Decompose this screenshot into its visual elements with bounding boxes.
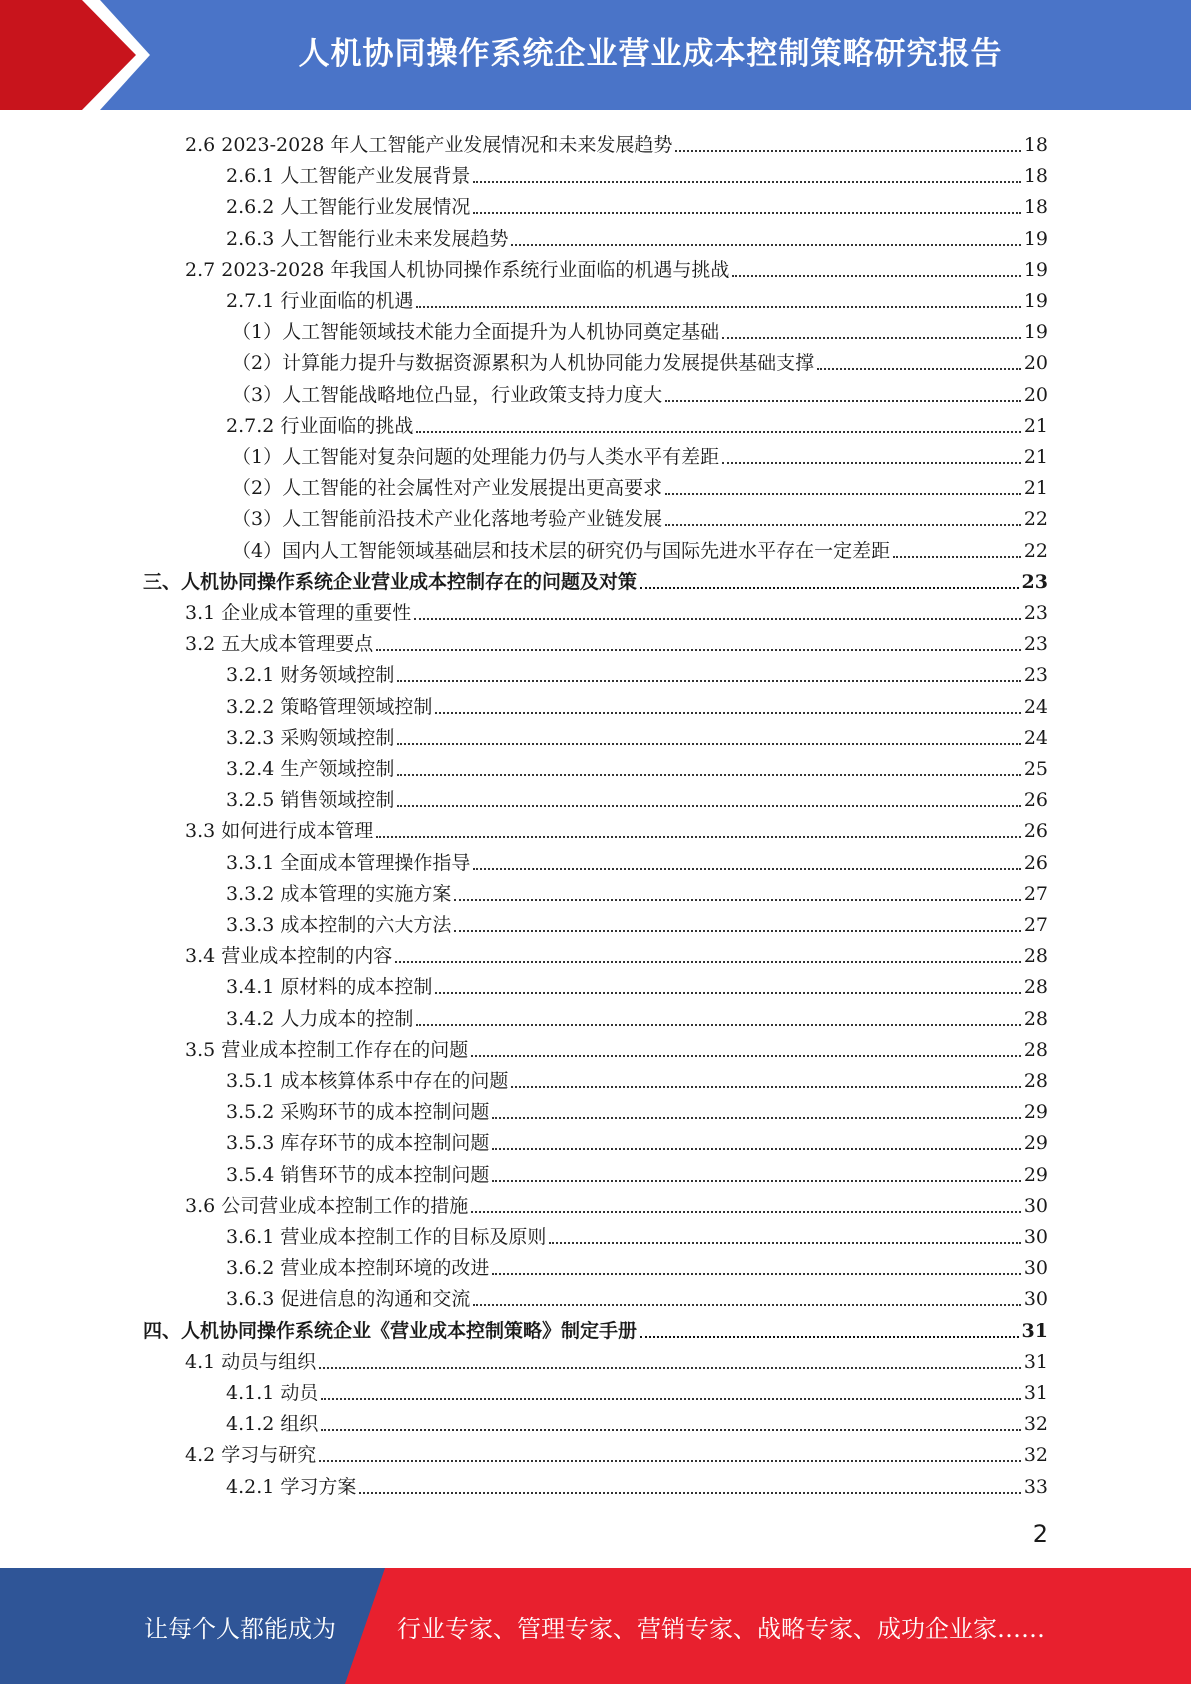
toc-dot-leader — [893, 556, 1021, 558]
toc-entry-page: 28 — [1023, 1007, 1048, 1030]
toc-entry[interactable] — [185, 1436, 1048, 1467]
toc-dot-leader — [416, 1024, 1020, 1026]
toc-entry-page: 29 — [1023, 1132, 1048, 1155]
toc-entry-page: 19 — [1023, 290, 1048, 312]
toc-entry-page: 22 — [1023, 508, 1048, 531]
toc-entry[interactable] — [232, 532, 1048, 563]
toc-entry[interactable] — [226, 1280, 1048, 1311]
toc-entry[interactable] — [185, 126, 1048, 157]
header-red-arrow-icon — [0, 0, 140, 110]
toc-dot-leader — [640, 587, 1019, 589]
toc-dot-leader — [395, 961, 1021, 963]
toc-dot-leader — [454, 930, 1020, 932]
toc-entry[interactable] — [232, 344, 1048, 375]
toc-entry-title: （3）人工智能战略地位凸显，行业政策支持力度大 — [232, 383, 663, 406]
toc-dot-leader — [492, 1117, 1020, 1119]
toc-entry[interactable] — [185, 594, 1048, 625]
toc-entry-page: 20 — [1023, 383, 1048, 406]
toc-entry-title: 4.2.1 学习方案 — [226, 1475, 357, 1498]
footer-slogan-right: 行业专家、管理专家、营销专家、战略专家、成功企业家…… — [397, 1614, 1045, 1643]
toc-dot-leader — [640, 1336, 1019, 1338]
toc-entry[interactable] — [226, 875, 1048, 906]
toc-entry-title: 3.3.3 成本控制的六大方法 — [226, 914, 452, 936]
toc-entry-page: 18 — [1023, 165, 1048, 188]
toc-dot-leader — [722, 462, 1021, 464]
toc-entry[interactable] — [185, 1031, 1048, 1062]
toc-entry-page: 31 — [1023, 1350, 1048, 1373]
toc-entry-title: 3.3.2 成本管理的实施方案 — [226, 882, 452, 905]
toc-dot-leader — [435, 712, 1020, 714]
toc-dot-leader — [549, 1242, 1020, 1244]
toc-entry-title: 3.2.5 销售领域控制 — [226, 789, 395, 812]
toc-entry[interactable] — [226, 781, 1048, 812]
toc-entry[interactable] — [185, 251, 1048, 282]
toc-entry-page: 27 — [1023, 914, 1048, 936]
toc-entry[interactable] — [226, 968, 1048, 999]
toc-dot-leader — [471, 1055, 1021, 1057]
toc-entry-page: 29 — [1023, 1101, 1048, 1124]
toc-dot-leader — [665, 493, 1021, 495]
toc-dot-leader — [454, 899, 1020, 901]
toc-entry[interactable] — [185, 1187, 1048, 1218]
toc-entry[interactable] — [226, 1156, 1048, 1187]
toc-entry-title: 3.3.1 全面成本管理操作指导 — [226, 851, 471, 874]
toc-dot-leader — [397, 743, 1020, 745]
toc-entry[interactable] — [232, 376, 1048, 407]
toc-entry-page: 31 — [1023, 1382, 1048, 1404]
page-number: 2 — [1032, 1520, 1048, 1548]
toc-entry[interactable] — [226, 1249, 1048, 1280]
toc-dot-leader — [376, 836, 1021, 838]
page-footer — [0, 1568, 1191, 1684]
toc-entry-page: 26 — [1023, 820, 1048, 843]
toc-entry-page: 21 — [1023, 477, 1048, 500]
toc-entry-title: 3.5 营业成本控制工作存在的问题 — [185, 1038, 469, 1061]
toc-entry-page: 32 — [1023, 1444, 1048, 1467]
toc-entry-title: 3.4 营业成本控制的内容 — [185, 945, 393, 968]
toc-entry-page: 25 — [1023, 758, 1048, 780]
toc-entry[interactable] — [185, 937, 1048, 968]
toc-entry-title: 3.6.1 营业成本控制工作的目标及原则 — [226, 1226, 547, 1248]
toc-entry-title: （1）人工智能对复杂问题的处理能力仍与人类水平有差距 — [232, 446, 720, 468]
toc-dot-leader — [359, 1492, 1020, 1494]
toc-dot-leader — [319, 1367, 1021, 1369]
toc-entry-page: 21 — [1023, 446, 1048, 468]
toc-dot-leader — [665, 400, 1021, 402]
toc-entry[interactable] — [226, 1093, 1048, 1124]
toc-entry[interactable] — [232, 469, 1048, 500]
toc-entry[interactable] — [226, 188, 1048, 219]
toc-dot-leader — [511, 244, 1020, 246]
toc-entry-page: 21 — [1023, 414, 1048, 437]
toc-entry-title: 3.6 公司营业成本控制工作的措施 — [185, 1194, 469, 1217]
toc-dot-leader — [473, 181, 1020, 183]
toc-entry-page: 30 — [1023, 1257, 1048, 1280]
toc-entry-title: 2.6.2 人工智能行业发展情况 — [226, 196, 471, 219]
toc-entry-page: 23 — [1021, 570, 1048, 593]
toc-entry-title: 2.6.1 人工智能产业发展背景 — [226, 165, 471, 188]
toc-entry-title: 2.7.2 行业面临的挑战 — [226, 414, 414, 437]
toc-dot-leader — [473, 868, 1020, 870]
toc-dot-leader — [416, 306, 1020, 308]
toc-entry-title: 2.7.1 行业面临的机遇 — [226, 290, 414, 312]
toc-entry-page: 19 — [1023, 227, 1048, 250]
toc-dot-leader — [492, 1148, 1020, 1150]
toc-entry-title: 2.6.3 人工智能行业未来发展趋势 — [226, 227, 509, 250]
toc-dot-leader — [397, 680, 1020, 682]
toc-entry-page: 24 — [1023, 726, 1048, 749]
toc-entry-title: （3）人工智能前沿技术产业化落地考验产业链发展 — [232, 508, 663, 531]
toc-entry-page: 23 — [1023, 633, 1048, 656]
toc-entry-title: 3.5.2 采购环节的成本控制问题 — [226, 1101, 490, 1124]
toc-entry[interactable] — [226, 157, 1048, 188]
toc-entry-title: 4.1 动员与组织 — [185, 1350, 317, 1373]
toc-entry-page: 19 — [1023, 258, 1048, 281]
toc-dot-leader — [817, 368, 1021, 370]
toc-entry-title: 3.2.1 财务领域控制 — [226, 664, 395, 687]
toc-entry-page: 26 — [1023, 851, 1048, 874]
toc-entry-page: 29 — [1023, 1163, 1048, 1186]
toc-dot-leader — [511, 1086, 1020, 1088]
toc-entry[interactable] — [226, 220, 1048, 251]
toc-entry[interactable] — [226, 719, 1048, 750]
toc-entry[interactable] — [232, 500, 1048, 531]
toc-entry-page: 27 — [1023, 882, 1048, 905]
toc-entry[interactable] — [232, 313, 1048, 344]
toc-entry[interactable] — [226, 688, 1048, 719]
toc-dot-leader — [319, 1460, 1021, 1462]
toc-entry-page: 28 — [1023, 945, 1048, 968]
toc-entry[interactable] — [143, 1312, 1048, 1343]
toc-entry[interactable] — [226, 656, 1048, 687]
toc-entry-title: 3.2.2 策略管理领域控制 — [226, 695, 433, 718]
toc-entry[interactable] — [226, 750, 1048, 781]
toc-dot-leader — [722, 337, 1021, 339]
toc-entry-page: 30 — [1023, 1226, 1048, 1248]
toc-dot-leader — [473, 212, 1020, 214]
toc-entry-page: 30 — [1023, 1288, 1048, 1311]
toc-entry[interactable] — [226, 906, 1048, 937]
toc-entry-title: 3.6.2 营业成本控制环境的改进 — [226, 1257, 490, 1280]
toc-entry-page: 23 — [1023, 664, 1048, 687]
toc-entry-title: 3.2.4 生产领域控制 — [226, 758, 395, 780]
page-header — [0, 0, 1191, 110]
toc-entry[interactable] — [226, 1405, 1048, 1436]
toc-entry-title: 3.1 企业成本管理的重要性 — [185, 602, 412, 624]
toc-entry-title: （4）国内人工智能领域基础层和技术层的研究仍与国际先进水平存在一定差距 — [232, 539, 891, 562]
toc-entry-title: 3.5.3 库存环节的成本控制问题 — [226, 1132, 490, 1155]
toc-dot-leader — [732, 275, 1020, 277]
toc-dot-leader — [376, 649, 1021, 651]
toc-entry-page: 28 — [1023, 1038, 1048, 1061]
toc-entry-page: 32 — [1023, 1413, 1048, 1436]
toc-entry-title: 4.1.1 动员 — [226, 1382, 319, 1404]
toc-entry-page: 24 — [1023, 695, 1048, 718]
toc-dot-leader — [492, 1180, 1020, 1182]
toc-entry-title: （2）计算能力提升与数据资源累积为人机协同能力发展提供基础支撑 — [232, 352, 815, 375]
toc-dot-leader — [665, 524, 1021, 526]
toc-entry-page: 28 — [1023, 976, 1048, 999]
toc-entry-title: 4.1.2 组织 — [226, 1413, 319, 1436]
toc-entry-title: 3.5.1 成本核算体系中存在的问题 — [226, 1070, 509, 1092]
toc-entry-title: 3.6.3 促进信息的沟通和交流 — [226, 1288, 471, 1311]
toc-entry-page: 19 — [1023, 321, 1048, 344]
toc-entry[interactable] — [226, 1218, 1048, 1249]
footer-slogan-left: 让每个人都能成为 — [144, 1614, 336, 1643]
toc-entry[interactable] — [232, 438, 1048, 469]
toc-entry[interactable] — [226, 1062, 1048, 1093]
toc-entry-page: 18 — [1023, 196, 1048, 219]
toc-dot-leader — [675, 150, 1020, 152]
toc-entry-page: 30 — [1023, 1194, 1048, 1217]
toc-dot-leader — [473, 1304, 1020, 1306]
toc-entry[interactable] — [185, 1343, 1048, 1374]
document-title: 人机协同操作系统企业营业成本控制策略研究报告 — [298, 35, 1003, 72]
toc-dot-leader — [321, 1429, 1020, 1431]
toc-entry[interactable] — [226, 407, 1048, 438]
toc-entry[interactable] — [226, 1468, 1048, 1499]
toc-entry[interactable] — [143, 563, 1048, 594]
toc-dot-leader — [397, 805, 1020, 807]
toc-dot-leader — [397, 774, 1020, 776]
toc-entry-title: 3.4.1 原材料的成本控制 — [226, 976, 433, 999]
toc-entry[interactable] — [226, 282, 1048, 313]
toc-entry-page: 23 — [1023, 602, 1048, 624]
toc-entry-title: （1）人工智能领域技术能力全面提升为人机协同奠定基础 — [232, 321, 720, 344]
toc-entry-page: 18 — [1023, 134, 1048, 156]
toc-dot-leader — [435, 992, 1020, 994]
toc-entry-title: 2.7 2023-2028 年我国人机协同操作系统行业面临的机遇与挑战 — [185, 258, 730, 281]
toc-entry[interactable] — [226, 844, 1048, 875]
toc-entry-page: 22 — [1023, 539, 1048, 562]
toc-entry-page: 26 — [1023, 789, 1048, 812]
toc-entry-title: 3.4.2 人力成本的控制 — [226, 1007, 414, 1030]
toc-entry[interactable] — [185, 625, 1048, 656]
toc-entry-title: 四、人机协同操作系统企业《营业成本控制策略》制定手册 — [143, 1319, 638, 1342]
toc-entry[interactable] — [185, 812, 1048, 843]
toc-entry-page: 33 — [1023, 1475, 1048, 1498]
toc-entry-title: 3.3 如何进行成本管理 — [185, 820, 374, 843]
toc-entry[interactable] — [226, 1124, 1048, 1155]
toc-entry-title: 2.6 2023-2028 年人工智能产业发展情况和未来发展趋势 — [185, 134, 673, 156]
toc-dot-leader — [492, 1273, 1020, 1275]
toc-entry-title: （2）人工智能的社会属性对产业发展提出更高要求 — [232, 477, 663, 500]
toc-entry-title: 3.2 五大成本管理要点 — [185, 633, 374, 656]
toc-entry-page: 20 — [1023, 352, 1048, 375]
toc-entry-title: 3.2.3 采购领域控制 — [226, 726, 395, 749]
toc-entry-title: 三、人机协同操作系统企业营业成本控制存在的问题及对策 — [143, 570, 638, 593]
toc-entry-title: 4.2 学习与研究 — [185, 1444, 317, 1467]
toc-entry-page: 31 — [1021, 1319, 1048, 1342]
toc-entry[interactable] — [226, 1374, 1048, 1405]
toc-dot-leader — [321, 1398, 1020, 1400]
toc-entry-page: 28 — [1023, 1070, 1048, 1092]
toc-dot-leader — [416, 431, 1020, 433]
toc-dot-leader — [414, 618, 1021, 620]
toc-entry[interactable] — [226, 1000, 1048, 1031]
toc-entry-title: 3.5.4 销售环节的成本控制问题 — [226, 1163, 490, 1186]
toc-dot-leader — [471, 1211, 1021, 1213]
